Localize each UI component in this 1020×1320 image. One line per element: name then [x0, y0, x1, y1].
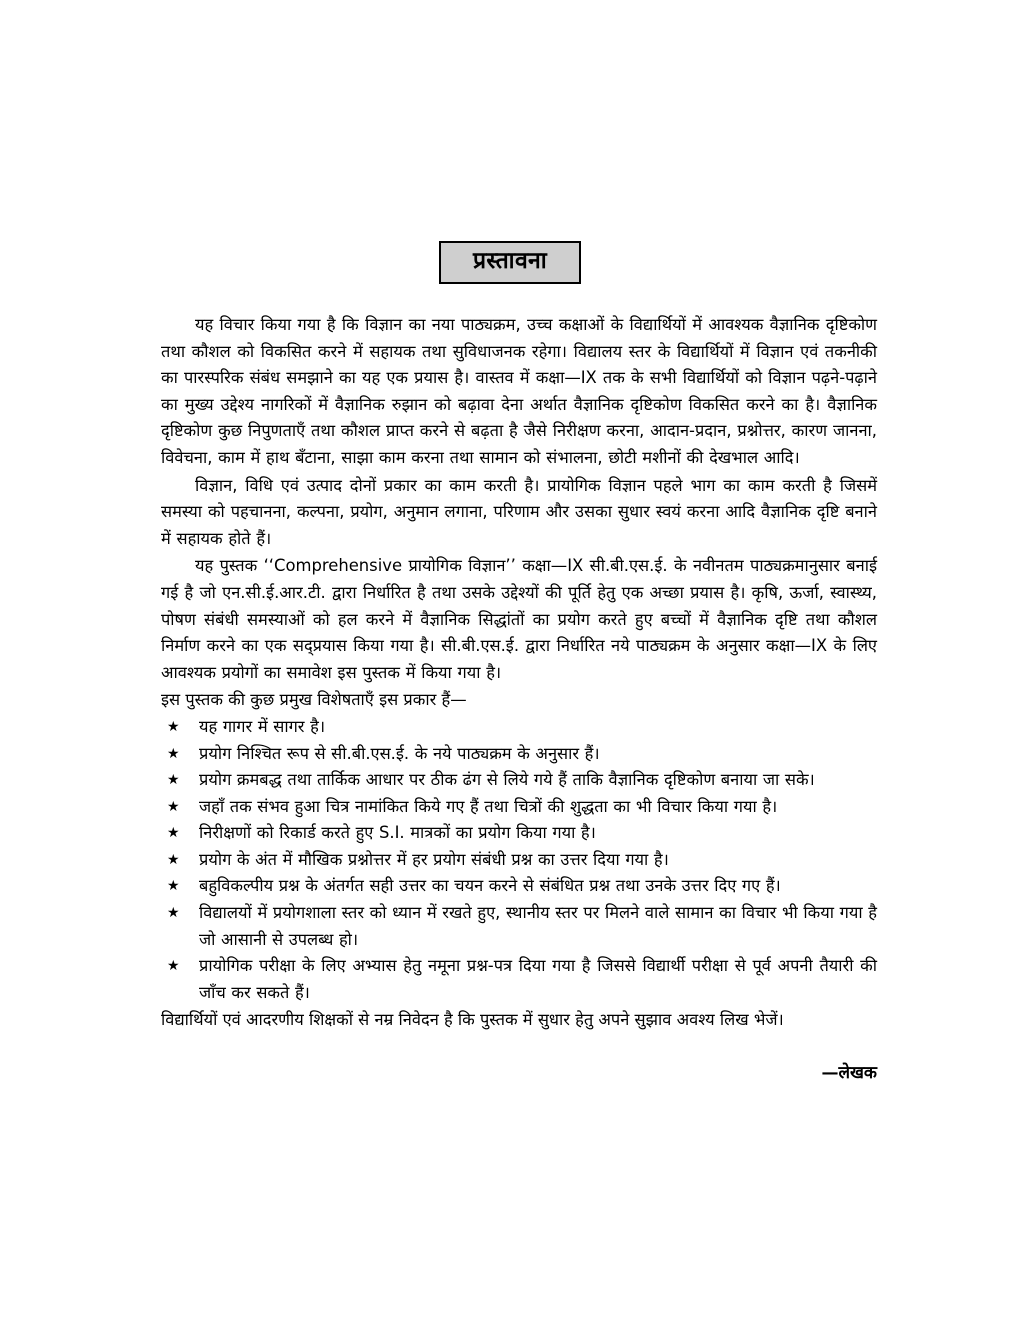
star-bullet-icon: ★	[167, 745, 180, 762]
list-item-text: विद्यालयों में प्रयोगशाला स्तर को ध्यान में रखते हुए, स्थानीय स्तर पर मिलने वाले सामान का विचार भी किया गया है जो आसानी से उपलब्ध हो।	[199, 903, 877, 949]
list-item	[161, 767, 877, 794]
features-list	[161, 714, 877, 1007]
list-item	[161, 714, 877, 741]
star-bullet-icon: ★	[167, 798, 180, 815]
list-item-text: प्रयोग निश्चित रूप से सी.बी.एस.ई. के नये पाठ्यक्रम के अनुसार हैं।	[199, 743, 600, 763]
list-item	[161, 900, 877, 953]
star-bullet-icon: ★	[167, 905, 180, 922]
list-item-text: निरीक्षणों को रिकार्ड करते हुए S.I. मात्रकों का प्रयोग किया गया है।	[199, 823, 596, 843]
list-item	[161, 741, 877, 768]
list-item-text: प्रयोग के अंत में मौखिक प्रश्नोत्तर में हर प्रयोग संबंधी प्रश्न का उत्तर दिया गया है।	[199, 849, 669, 869]
list-item-text: यह गागर में सागर है।	[199, 716, 326, 736]
star-bullet-icon: ★	[167, 772, 180, 789]
list-item-text: बहुविकल्पीय प्रश्न के अंतर्गत सही उत्तर का चयन करने से संबंधित प्रश्न तथा उनके उत्तर दिए गए हैं।	[199, 876, 781, 896]
star-bullet-icon: ★	[167, 958, 180, 975]
page-title-container	[0, 241, 1020, 284]
document-body	[161, 312, 877, 1087]
list-item	[161, 953, 877, 1006]
list-item	[161, 873, 877, 900]
star-bullet-icon: ★	[167, 878, 180, 895]
list-item	[161, 794, 877, 821]
author-signature: —लेखक	[821, 1063, 877, 1084]
features-lead-in: इस पुस्तक की कुछ प्रमुख विशेषताएँ इस प्रकार हैं—	[161, 690, 467, 710]
paragraph-2: विज्ञान, विधि एवं उत्पाद दोनों प्रकार का काम करती है। प्रायोगिक विज्ञान पहले भाग का काम करती है जिसमें समस्या को पहचानना, कल्पना, प्रयोग, अनुमान लगाना, परिणाम और उसका सुधार स्वयं करना आदि वैज्ञानिक दृष्टि बनाने में सहायक होते हैं।	[161, 475, 877, 548]
list-item-text: प्रयोग क्रमबद्ध तथा तार्किक आधार पर ठीक ढंग से लिये गये हैं ताकि वैज्ञानिक दृष्टिकोण बनाया जा सके।	[199, 770, 815, 790]
page-title: प्रस्तावना	[472, 248, 548, 274]
list-item	[161, 847, 877, 874]
closing-note: विद्यार्थियों एवं आदरणीय शिक्षकों से नम्र निवेदन है कि पुस्तक में सुधार हेतु अपने सुझाव अवश्य लिख भेजें।	[161, 1010, 784, 1030]
page-title-box	[439, 241, 581, 284]
list-item-text: प्रायोगिक परीक्षा के लिए अभ्यास हेतु नमूना प्रश्न-पत्र दिया गया है जिससे विद्यार्थी परीक्षा से पूर्व अपनी तैयारी की जाँच कर सकते हैं।	[199, 956, 877, 1002]
list-item	[161, 820, 877, 847]
star-bullet-icon: ★	[167, 825, 180, 842]
star-bullet-icon: ★	[167, 718, 180, 735]
star-bullet-icon: ★	[167, 851, 180, 868]
paragraph-3: यह पुस्तक ‘‘Comprehensive प्रायोगिक विज्ञान’’ कक्षा—IX सी.बी.एस.ई. के नवीनतम पाठ्यक्रमानुसार बनाई गई है जो एन.सी.ई.आर.टी. द्वारा निर्धारित है तथा उसके उद्देश्यों की पूर्ति हेतु एक अच्छा प्रयास है। कृषि, ऊर्जा, स्वास्थ्य, पोषण संबंधी समस्याओं को हल करने में वैज्ञानिक सिद्धांतों का प्रयोग करते हुए बच्चों में वैज्ञानिक दृष्टि तथा कौशल निर्माण करने का एक सद्प्रयास किया गया है। सी.बी.एस.ई. द्वारा निर्धारित नये पाठ्यक्रम के अनुसार कक्षा—IX के लिए आवश्यक प्रयोगों का समावेश इस पुस्तक में किया गया है।	[161, 556, 877, 682]
paragraph-1: यह विचार किया गया है कि विज्ञान का नया पाठ्यक्रम, उच्च कक्षाओं के विद्यार्थियों में आवश्यक वैज्ञानिक दृष्टिकोण तथा कौशल को विकसित करने में सहायक तथा सुविधाजनक रहेगा। विद्यालय स्तर के विद्यार्थियों में विज्ञान एवं तकनीकी का पारस्परिक संबंध समझाने का यह एक प्रयास है। वास्तव में कक्षा—IX तक के सभी विद्यार्थियों को विज्ञान पढ़ने-पढ़ाने का मुख्य उद्देश्य नागरिकों में वैज्ञानिक रुझान को बढ़ावा देना अर्थात वैज्ञानिक दृष्टिकोण विकसित करने का है। वैज्ञानिक दृष्टिकोण कुछ निपुणताएँ तथा कौशल प्राप्त करने से बढ़ता है जैसे निरीक्षण करना, आदान-प्रदान, प्रश्नोत्तर, कारण जानना, विवेचना, काम में हाथ बँटाना, साझा काम करना तथा सामान को संभालना, छोटी मशीनों की देखभाल आदि।	[161, 315, 877, 467]
list-item-text: जहाँ तक संभव हुआ चित्र नामांकित किये गए हैं तथा चित्रों की शुद्धता का भी विचार किया गया है।	[199, 796, 778, 816]
